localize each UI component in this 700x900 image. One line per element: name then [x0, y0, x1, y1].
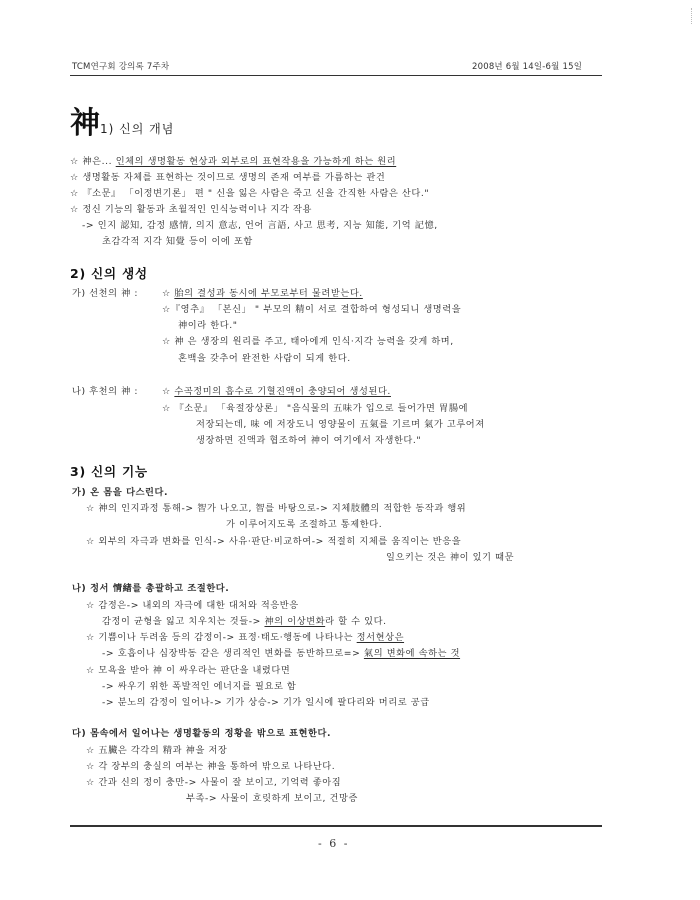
line-suffix: 라 할 수 있다.: [325, 616, 387, 627]
concept-underlined: 인체의 생명활동 현상과 외부로의 표현작용을 가능하게 하는 원리: [115, 156, 397, 167]
sub-line: 부족-> 사물이 흐릿하게 보이고, 건망증: [186, 793, 358, 804]
sub-line: 혼백을 갖추어 완전한 사람이 되게 한다.: [178, 353, 351, 364]
line-prefix: ☆ 기쁨이나 두려움 등의 감정이-> 표정·태도·행동에 나타나는: [86, 632, 357, 643]
header-left: TCM연구회 강의록 7주차: [72, 62, 170, 72]
concept-line: 초감각적 지각 知覺 등이 이에 포함: [102, 236, 253, 247]
sub-line: 神이라 한다.": [178, 320, 238, 331]
scrollbar[interactable]: [691, 8, 695, 24]
sub-label: 나) 후천의 神 :: [72, 386, 139, 397]
sub-line: [86, 629, 404, 643]
line-prefix: ☆: [162, 386, 175, 397]
footer-rule: [70, 825, 602, 827]
sub-line: ☆ 神 은 생장의 원리를 주고, 태아에게 인식·지각 능력을 갖게 하며,: [162, 336, 454, 347]
page-number: - 6 -: [318, 837, 350, 850]
sub-line: -> 싸우기 위한 폭발적인 에너지를 필요로 함: [102, 681, 297, 692]
line-underlined: 神의 이상변화: [264, 616, 326, 627]
title-hanja: 神: [70, 106, 100, 141]
concept-line: ☆ 생명활동 자체를 표현하는 것이므로 생명의 존재 여부를 가름하는 관건: [70, 172, 386, 183]
sub-label: 가) 선천의 神 :: [72, 288, 139, 299]
sub-label: 다) 몸속에서 일어나는 생명활동의 정황을 밖으로 표현한다.: [72, 728, 332, 739]
sub-line: 일으키는 것은 神이 있기 때문: [386, 552, 515, 563]
line-prefix: 감정이 균형을 잃고 치우치는 것들->: [102, 616, 265, 627]
sub-line: ☆ 五臟은 각각의 精과 神을 저장: [86, 745, 228, 756]
section-heading: 2) 신의 생성: [70, 266, 148, 281]
sub-line: [102, 613, 387, 627]
concept-prefix: ☆ 神은...: [70, 156, 116, 167]
line-prefix: -> 호흡이나 심장박동 같은 생리적인 변화를 동반하므로=>: [102, 648, 364, 659]
sub-line: ☆ 간과 신의 정이 충만-> 사물이 잘 보이고, 기억력 좋아짐: [86, 777, 342, 788]
line-underlined: 정서현상은: [356, 632, 405, 643]
sub-line: [102, 645, 460, 659]
concept-line: -> 인지 認知, 감정 感情, 의지 意志, 언어 言語, 사고 思考, 지능 知能, 기억 記憶,: [82, 220, 438, 231]
title-text: 1) 신의 개념: [100, 122, 175, 136]
sub-line: ☆『영추』 「본신」 " 부모의 精이 서로 결합하여 형성되니 생명력을: [162, 304, 462, 315]
sub-label: 나) 정서 情緖를 총괄하고 조절한다.: [72, 583, 230, 594]
line-prefix: ☆: [162, 288, 175, 299]
line-underlined: 胎의 결성과 동시에 부모로부터 물려받는다.: [174, 288, 363, 299]
sub-line: 가 이루어지도록 조절하고 통제한다.: [226, 519, 383, 530]
sub-line: ☆ 神의 인지과정 통해-> 智가 나오고, 智를 바탕으로-> 지체肢體의 적합한 동작과 행위: [86, 503, 467, 514]
sub-line: 생장하면 진액과 협조하여 神이 여기에서 자생한다.": [196, 435, 422, 446]
sub-line: -> 분노의 감정이 일어나-> 기가 상승-> 기가 일시에 팔다리와 머리로 공급: [102, 697, 430, 708]
concept-line: ☆ 『소문』 「이정변기론」 편 " 신을 잃은 사람은 죽고 신을 간직한 사람은 산다.": [70, 188, 430, 199]
concept-line: [70, 153, 396, 167]
sub-line: 저장되는데, 味 에 저장도니 영양물이 五氣를 기르며 氣가 고루어져: [196, 419, 485, 430]
sub-line: ☆ 모욕을 받아 神 이 싸우라는 판단을 내렸다면: [86, 665, 291, 676]
sub-line: ☆ 감정은-> 내외의 자극에 대한 대처와 적응반응: [86, 600, 299, 611]
sub-line: [162, 285, 363, 299]
concept-line: ☆ 정신 기능의 활동과 초월적인 인식능력이나 지각 작용: [70, 204, 312, 215]
header-rule: [70, 75, 602, 76]
sub-line: ☆ 각 장부의 충실의 여부는 神을 통하여 밖으로 나타난다.: [86, 761, 336, 772]
section-heading: 3) 신의 기능: [70, 464, 148, 479]
page-title: [70, 98, 174, 142]
sub-line: ☆ 외부의 자극과 변화를 인식-> 사유·판단·비교하여-> 적절히 지체를 움직이는 반응을: [86, 536, 462, 547]
sub-line: [162, 383, 391, 397]
sub-line: ☆ 『소문』 「육절장상론」 "음식물의 五味가 입으로 들어가면 胃腸에: [162, 403, 469, 414]
line-underlined: 수곡정미의 흡수로 기혈진액이 충양되어 생성된다.: [174, 386, 391, 397]
line-underlined: 氣의 변화에 속하는 것: [363, 648, 461, 659]
header-right: 2008년 6월 14일-6월 15일: [472, 62, 583, 72]
sub-label: 가) 온 몸을 다스린다.: [72, 487, 169, 498]
